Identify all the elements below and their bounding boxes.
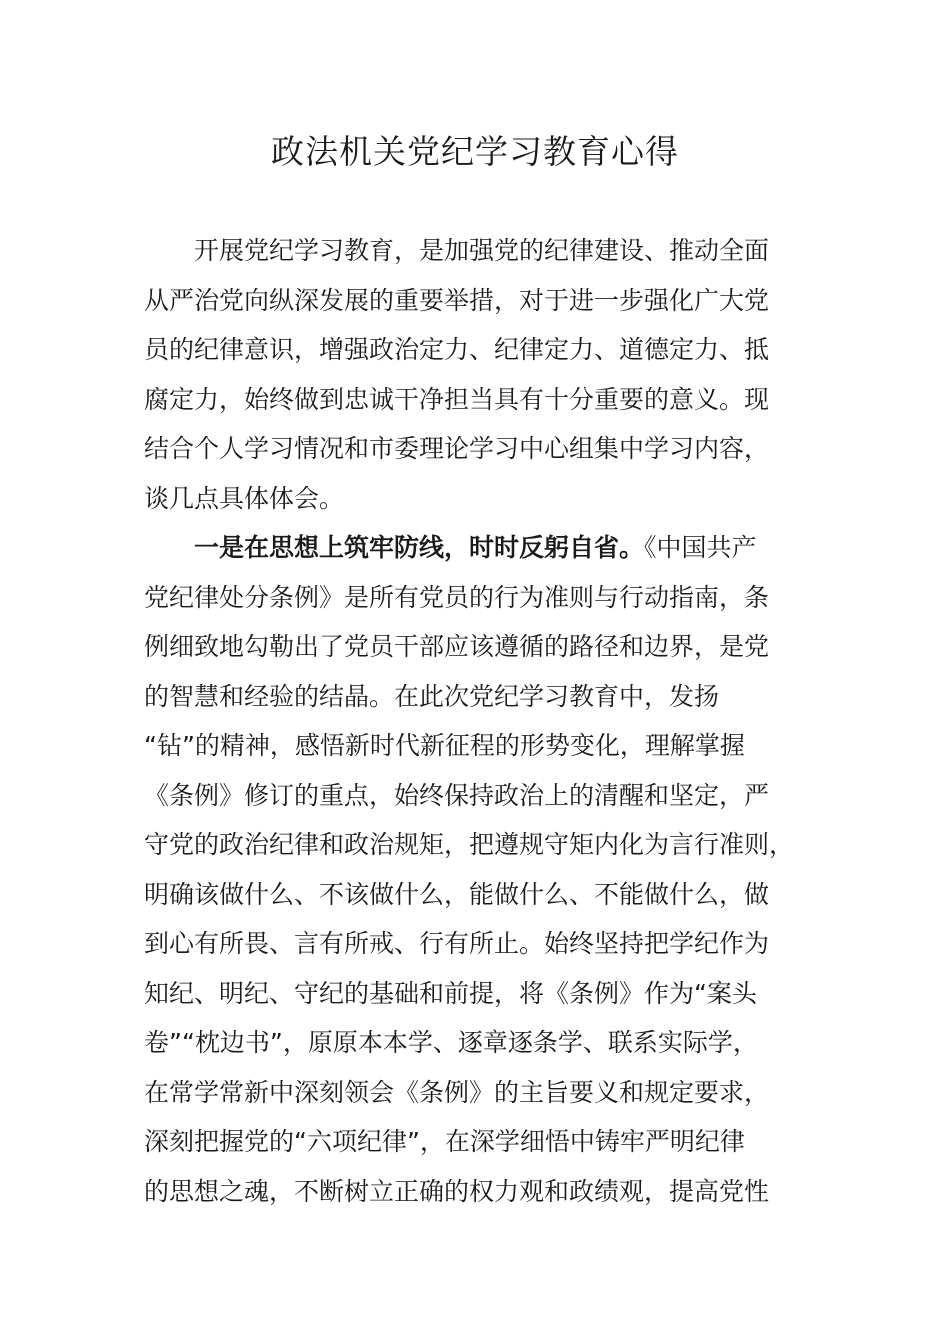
- paragraph-line: 卷”“枕边书”，原原本本学、逐章逐条学、联系实际学，: [144, 1028, 758, 1057]
- paragraph-line: “钻”的精神，感悟新时代新征程的形势变化，理解掌握: [144, 731, 745, 760]
- paragraph-line: 从严治党向纵深发展的重要举措，对于进一步强化广大党: [144, 285, 770, 315]
- paragraph-line: 守党的政治纪律和政治规矩，把遵规守矩内化为言行准则，: [144, 830, 795, 859]
- paragraph-line: 结合个人学习情况和市委理论学习中心组集中学习内容，: [144, 434, 770, 463]
- paragraph-line: 《条例》修订的重点，始终保持政治上的清醒和坚定，严: [144, 780, 770, 810]
- paragraph-line: 谈几点具体体会。: [144, 483, 345, 513]
- paragraph-line: 党纪律处分条例》是所有党员的行为准则与行动指南，条: [144, 582, 770, 612]
- paragraph-line: 开展党纪学习教育，是加强党的纪律建设、推动全面: [194, 236, 770, 265]
- paragraph-line: 腐定力，始终做到忠诚干净担当具有十分重要的意义。现: [144, 384, 770, 414]
- paragraph-line: 知纪、明纪、守纪的基础和前提，将《条例》作为“案头: [144, 978, 757, 1008]
- paragraph-lead-text: 《中国共产: [644, 533, 757, 562]
- paragraph-line: 明确该做什么、不该做什么，能做什么、不能做什么，做: [144, 879, 770, 909]
- paragraph-line: 的思想之魂，不断树立正确的权力观和政绩观，提高党性: [144, 1176, 770, 1206]
- paragraph-line: 例细致地勾勒出了党员干部应该遵循的路径和边界，是党: [144, 632, 770, 661]
- paragraph-line: 深刻把握党的“六项纪律”，在深学细悟中铸牢严明纪律: [144, 1127, 745, 1156]
- paragraph-line: 员的纪律意识，增强政治定力、纪律定力、道德定力、抵: [144, 335, 770, 364]
- document-title: 政法机关党纪学习教育心得: [271, 132, 679, 171]
- paragraph-line: 在常学常新中深刻领会《条例》的主旨要义和规定要求，: [144, 1077, 770, 1107]
- paragraph-line: 的智慧和经验的结晶。在此次党纪学习教育中，发扬: [144, 681, 720, 711]
- paragraph-line: 到心有所畏、言有所戒、行有所止。始终坚持把学纪作为: [144, 929, 770, 958]
- paragraph-lead-line: [144, 523, 810, 573]
- document-body: [144, 226, 810, 1216]
- section-heading: 一是在思想上筑牢防线，时时反躬自省。: [194, 533, 645, 562]
